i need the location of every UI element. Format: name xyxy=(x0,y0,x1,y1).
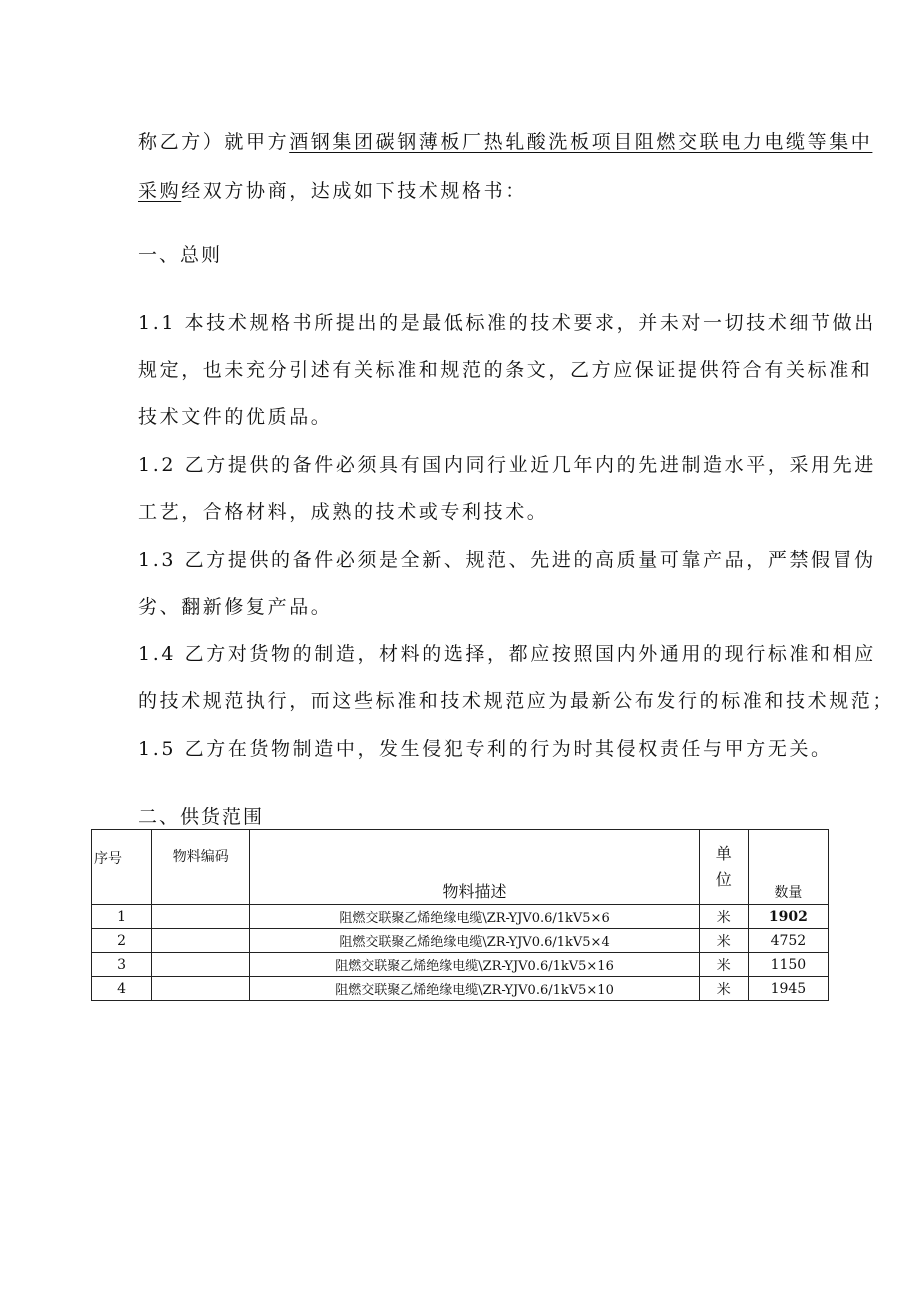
cell-seq: 3 xyxy=(92,953,152,977)
cell-unit: 米 xyxy=(699,905,748,929)
header-seq: 序号 xyxy=(92,830,152,905)
cell-code xyxy=(152,929,250,953)
table-row xyxy=(92,977,829,1001)
header-description: 物料描述 xyxy=(250,830,699,905)
cell-description: 阻燃交联聚乙烯绝缘电缆\ZR-YJV0.6/1kV5×6 xyxy=(250,905,699,929)
section-1-title: 一、总则 xyxy=(138,244,223,266)
cell-unit: 米 xyxy=(699,953,748,977)
table-header-row xyxy=(92,830,829,905)
cell-seq: 2 xyxy=(92,929,152,953)
header-unit-line-1: 单 xyxy=(715,844,732,863)
section-2-title: 二、供货范围 xyxy=(138,806,265,828)
general-line: 1.5 乙方在货物制造中，发生侵犯专利的行为时其侵权责任与甲方无关。 xyxy=(138,738,833,760)
intro-line-2-rest: 经双方协商，达成如下技术规格书： xyxy=(181,180,527,202)
cell-unit: 米 xyxy=(699,929,748,953)
table-row xyxy=(92,905,829,929)
header-unit-line-2: 位 xyxy=(715,870,732,889)
cell-quantity: 1150 xyxy=(748,953,828,977)
cell-quantity: 1902 xyxy=(748,905,828,929)
cell-quantity: 4752 xyxy=(748,929,828,953)
cell-code xyxy=(152,953,250,977)
intro-procurement: 采购 xyxy=(138,180,182,202)
cell-description: 阻燃交联聚乙烯绝缘电缆\ZR-YJV0.6/1kV5×10 xyxy=(250,977,699,1001)
intro-line-1 xyxy=(138,127,872,154)
intro-line-2 xyxy=(138,176,527,203)
cell-seq: 1 xyxy=(92,905,152,929)
general-line: 工艺，合格材料，成熟的技术或专利技术。 xyxy=(138,501,549,523)
general-line: 的技术规范执行，而这些标准和技术规范应为最新公布发行的标准和技术规范； xyxy=(138,690,895,712)
general-line: 劣、翻新修复产品。 xyxy=(138,596,333,618)
cell-description: 阻燃交联聚乙烯绝缘电缆\ZR-YJV0.6/1kV5×4 xyxy=(250,929,699,953)
supply-table xyxy=(91,829,829,1001)
general-line: 1.3 乙方提供的备件必须是全新、规范、先进的高质量可靠产品，严禁假冒伪 xyxy=(138,549,876,571)
cell-seq: 4 xyxy=(92,977,152,1001)
intro-project-name: 酒钢集团碳钢薄板厂热轧酸洗板项目阻燃交联电力电缆等集中 xyxy=(289,131,873,153)
cell-code xyxy=(152,977,250,1001)
header-quantity: 数量 xyxy=(748,830,828,905)
cell-unit: 米 xyxy=(699,977,748,1001)
header-material-code: 物料编码 xyxy=(152,830,250,905)
intro-line-1-prefix: 称乙方）就甲方 xyxy=(138,131,290,153)
general-line: 技术文件的优质品。 xyxy=(138,406,333,428)
table-row xyxy=(92,929,829,953)
cell-description: 阻燃交联聚乙烯绝缘电缆\ZR-YJV0.6/1kV5×16 xyxy=(250,953,699,977)
general-line: 1.4 乙方对货物的制造，材料的选择，都应按照国内外通用的现行标准和相应 xyxy=(138,643,876,665)
cell-code xyxy=(152,905,250,929)
general-line: 1.2 乙方提供的备件必须具有国内同行业近几年内的先进制造水平，采用先进 xyxy=(138,454,876,476)
general-line: 规定，也未充分引述有关标准和规范的条文，乙方应保证提供符合有关标准和 xyxy=(138,359,873,381)
table-row xyxy=(92,953,829,977)
header-unit xyxy=(699,830,748,905)
general-line: 1.1 本技术规格书所提出的是最低标准的技术要求，并未对一切技术细节做出 xyxy=(138,312,876,334)
cell-quantity: 1945 xyxy=(748,977,828,1001)
